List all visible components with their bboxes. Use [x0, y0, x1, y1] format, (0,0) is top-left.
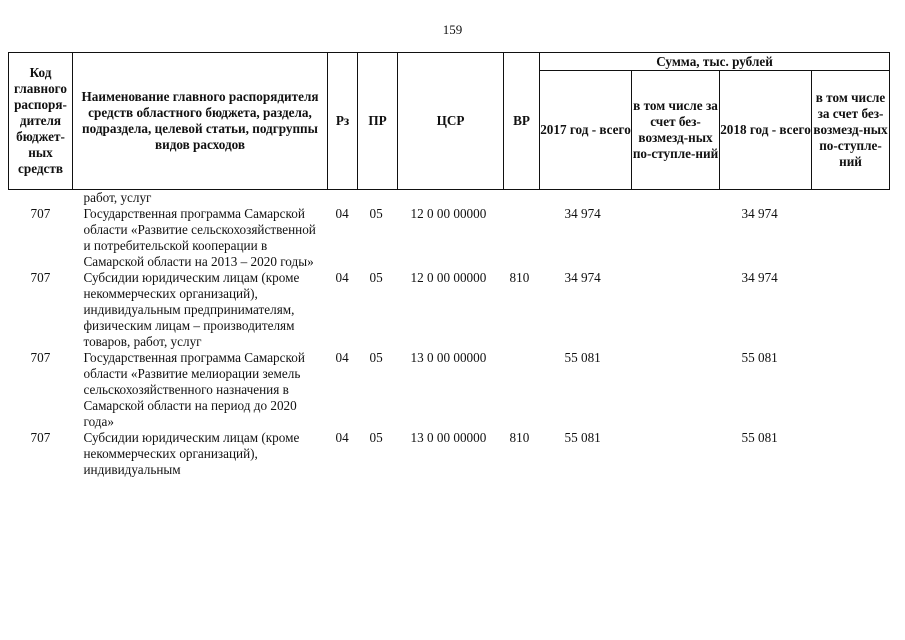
cell-pr: 05	[369, 350, 383, 365]
cell-2017-gratuitous	[632, 270, 720, 350]
cell-vr	[504, 206, 540, 270]
header-2017-total: 2017 год - всего	[540, 71, 632, 190]
cell-2017-total: 55 081	[564, 350, 601, 365]
header-sum-group: Сумма, тыс. рублей	[540, 53, 890, 71]
header-pr: ПР	[358, 53, 398, 190]
cell-2018-gratuitous	[812, 270, 890, 350]
cell-rz: 04	[335, 206, 349, 221]
cell-name: Государственная программа Самарской области «Развитие сельскохозяйственной и потребительской кооперации в Самарской области на 2013 – 2020 годы»	[83, 206, 316, 269]
cell-2018-total: 34 974	[741, 270, 778, 285]
cell-code: 707	[30, 350, 51, 365]
header-name: Наименование главного распорядителя средств областного бюджета, раздела, подраздела, целевой статьи, подгруппы видов расходов	[73, 53, 328, 190]
page-number: 159	[442, 22, 463, 37]
cell-vr: 810	[509, 270, 530, 285]
cell-2017-gratuitous	[632, 350, 720, 430]
cell-pr: 05	[369, 206, 383, 221]
cell-vr	[504, 350, 540, 430]
cell-name: работ, услуг	[83, 190, 152, 205]
cell-pr: 05	[369, 270, 383, 285]
cell-code: 707	[30, 270, 51, 285]
table-row	[9, 206, 890, 270]
cell-name: Субсидии юридическим лицам (кроме некоммерческих организаций), индивидуальным	[83, 430, 300, 477]
cell-2018-total: 34 974	[741, 206, 778, 221]
header-csr: ЦСР	[398, 53, 504, 190]
header-2017-gratuitous: в том числе за счет без-возмезд-ных по-ступле-ний	[632, 71, 720, 190]
cell-2017-total: 34 974	[564, 206, 601, 221]
cell-csr: 13 0 00 00000	[410, 350, 487, 365]
cell-vr: 810	[509, 430, 530, 445]
cell-2017-gratuitous	[632, 430, 720, 478]
cell-name: Государственная программа Самарской области «Развитие мелиорации земель сельскохозяйственного назначения в Самарской области на период до 2020 года»	[83, 350, 305, 429]
table-row	[9, 270, 890, 350]
budget-table	[8, 52, 890, 478]
cell-csr: 12 0 00 00000	[410, 206, 487, 221]
table-row	[9, 430, 890, 478]
cell-2018-total: 55 081	[741, 430, 778, 445]
cell-2017-total: 55 081	[564, 430, 601, 445]
header-rz: Рз	[328, 53, 358, 190]
header-vr: ВР	[504, 53, 540, 190]
cell-2017-gratuitous	[632, 206, 720, 270]
cell-2018-total: 55 081	[741, 350, 778, 365]
cell-pr: 05	[369, 430, 383, 445]
cell-rz: 04	[335, 270, 349, 285]
cell-rz: 04	[335, 430, 349, 445]
header-2018-gratuitous: в том числе за счет без-возмезд-ных по-ступле-ний	[812, 71, 890, 190]
table-row-continuation	[9, 190, 890, 207]
table-header	[9, 53, 890, 190]
cell-code: 707	[30, 430, 51, 445]
cell-2018-gratuitous	[812, 350, 890, 430]
cell-csr: 13 0 00 00000	[410, 430, 487, 445]
cell-code: 707	[30, 206, 51, 221]
cell-2018-gratuitous	[812, 206, 890, 270]
header-2018-total: 2018 год - всего	[720, 71, 812, 190]
table-row	[9, 350, 890, 430]
header-code: Код главного распоря-дителя бюджет-ных средств	[9, 53, 73, 190]
cell-2018-gratuitous	[812, 430, 890, 478]
cell-rz: 04	[335, 350, 349, 365]
cell-name: Субсидии юридическим лицам (кроме некоммерческих организаций), индивидуальным предпринимателям, физическим лицам – производителям товаров, работ, услуг	[83, 270, 300, 349]
cell-csr: 12 0 00 00000	[410, 270, 487, 285]
cell-2017-total: 34 974	[564, 270, 601, 285]
